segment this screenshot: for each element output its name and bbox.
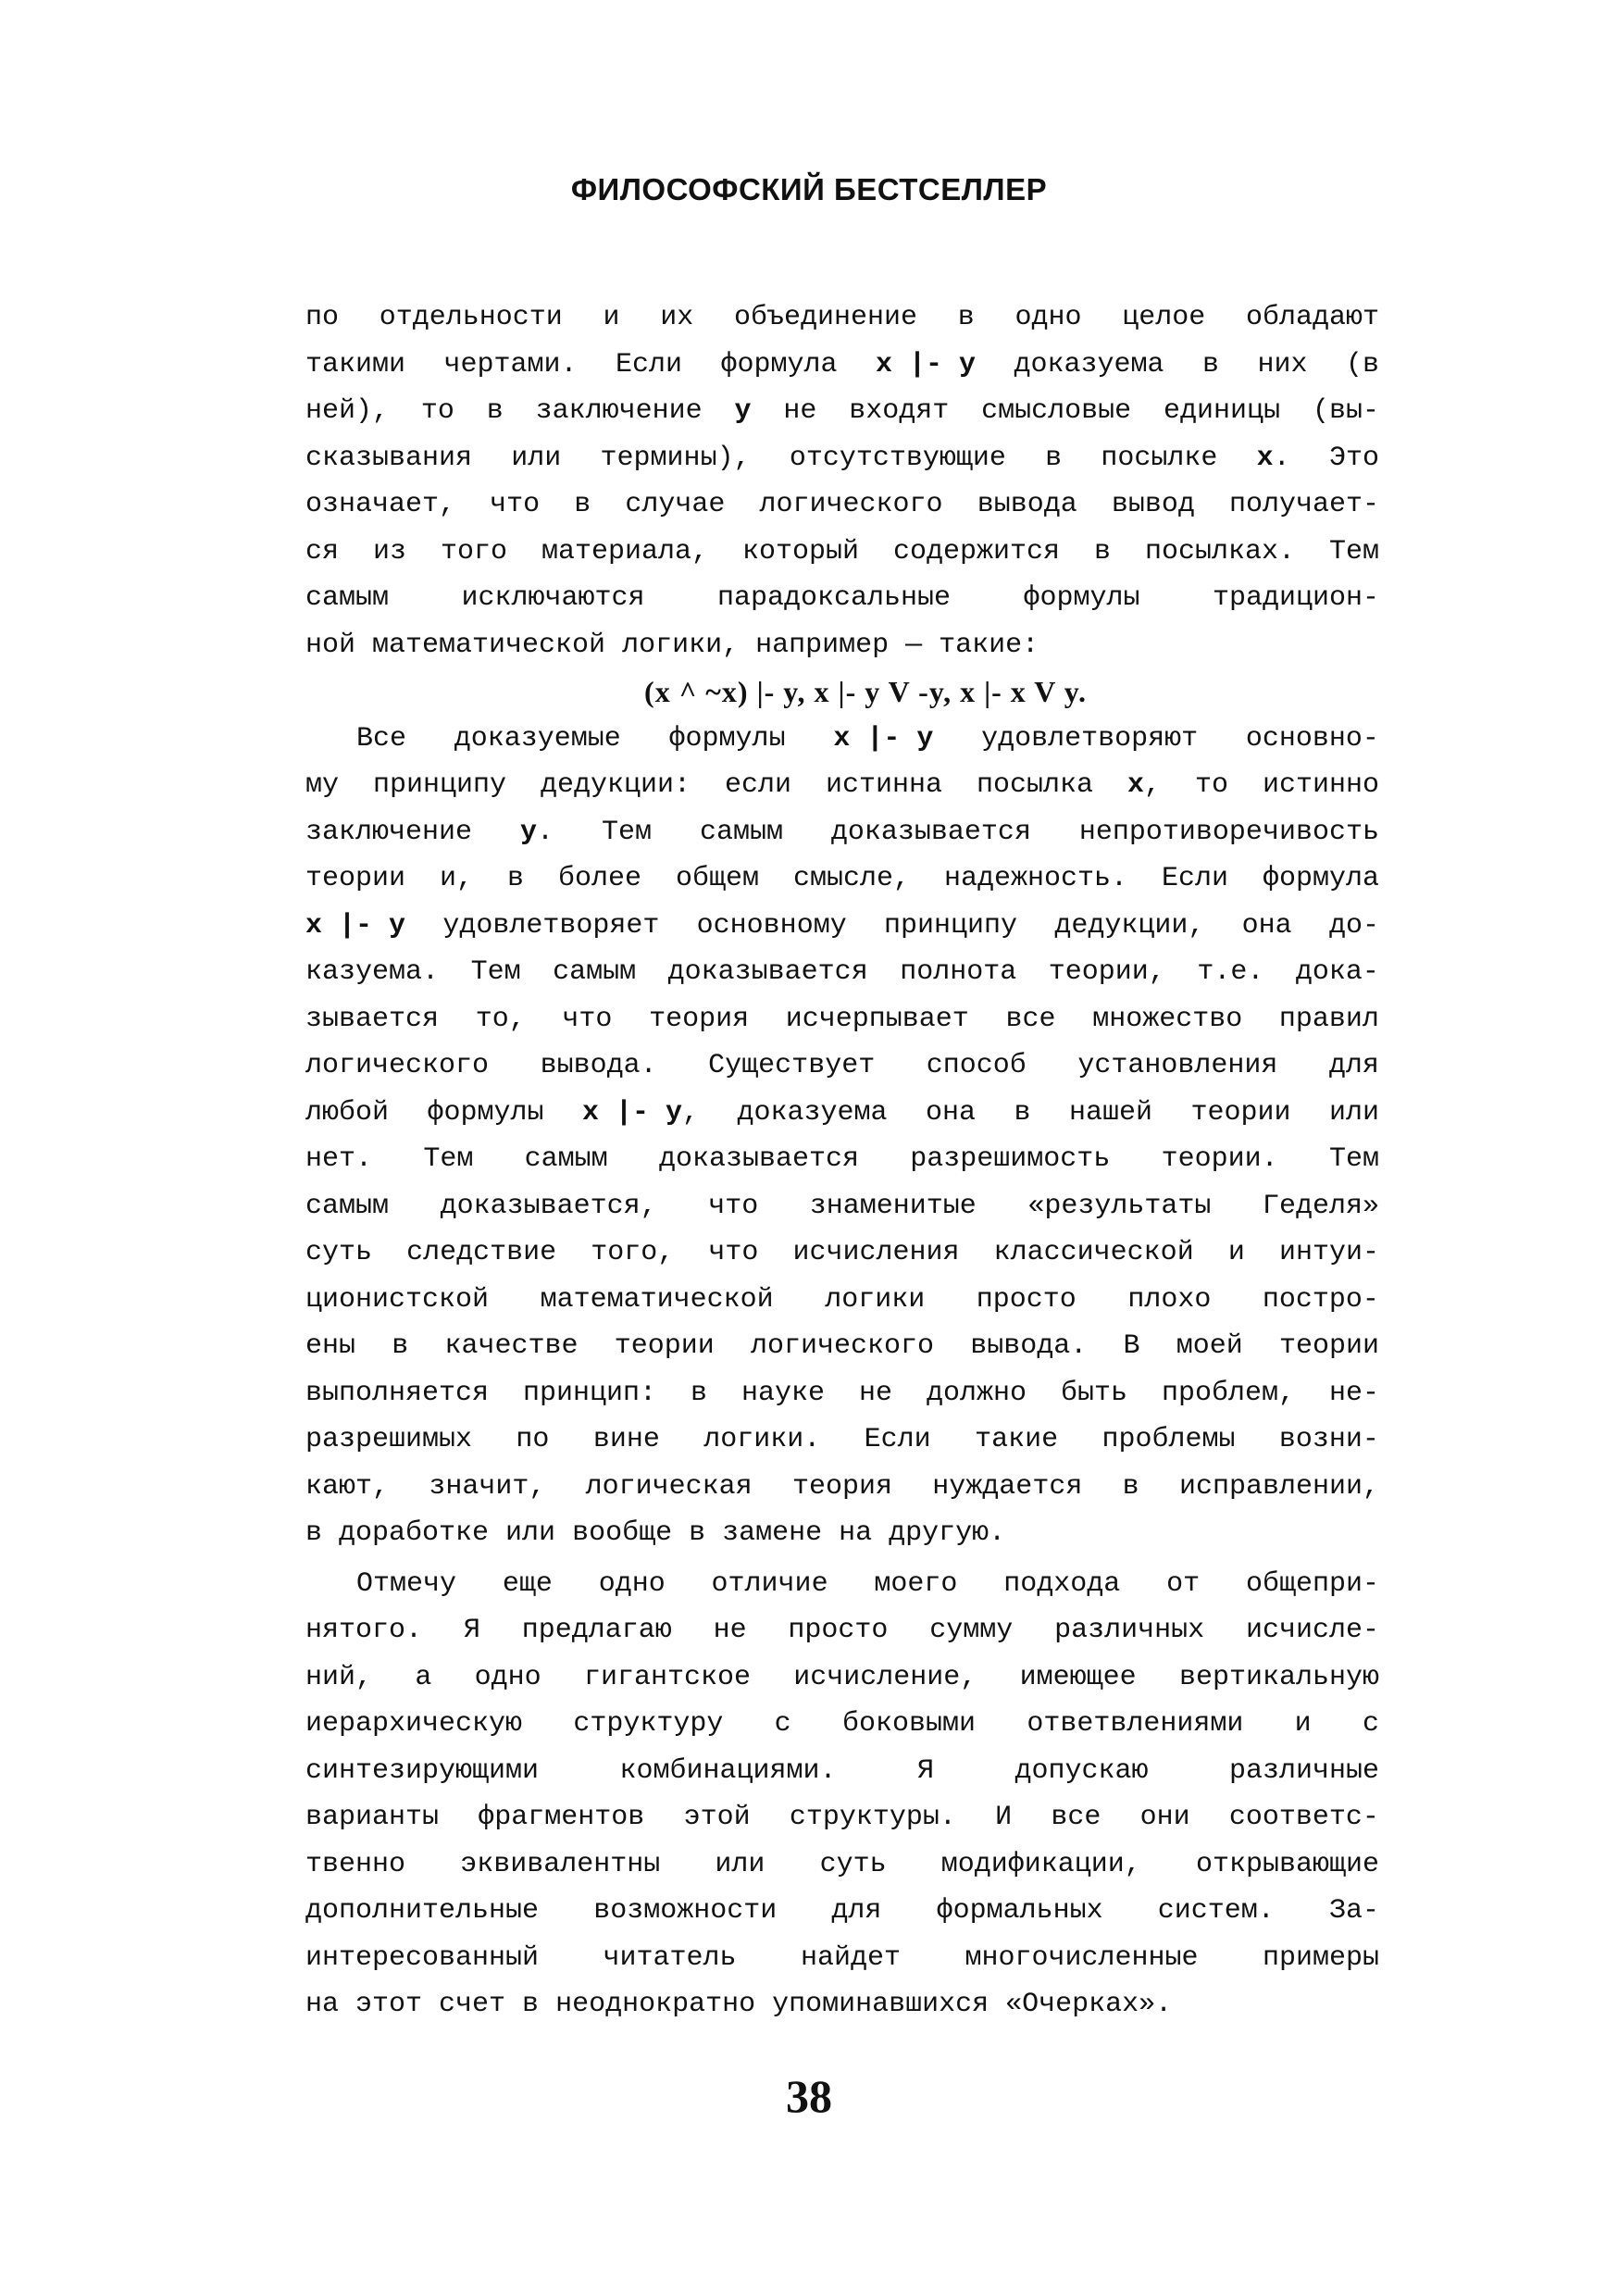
body-text: [305, 294, 1379, 2028]
formula-line: (x ^ ~x) |- y, x |- y V -y, x |- x V y.: [644, 675, 1087, 708]
text-line: Отмечу еще одно отличие моего подхода от общепри-: [356, 1567, 1379, 1600]
text-line: нет. Тем самым доказывается разрешимость теории. Тем: [305, 1143, 1379, 1175]
text-line: кают, значит, логическая теория нуждается в исправлении,: [305, 1470, 1379, 1503]
text-line: интересованный читатель найдет многочисленные примеры: [305, 1941, 1379, 1974]
text-line: зывается то, что теория исчерпывает все множество правил: [305, 1003, 1379, 1035]
text-line: ционистской математической логики просто плохо постро-: [305, 1283, 1379, 1316]
text-line: теории и, в более общем смысле, надежность. Если формула: [305, 863, 1379, 894]
paragraph-1: [305, 294, 1379, 668]
text-line: такими чертами. Если формула x |- y доказуема в них (в: [305, 348, 1379, 381]
text-line: ся из того материала, который содержится в посылках. Тем: [305, 535, 1379, 568]
text-line: логического вывода. Существует способ установления для: [305, 1050, 1379, 1081]
text-line: нятого. Я предлагаю не просто сумму различных исчисле-: [305, 1615, 1379, 1646]
text-line: в доработке или вообще в замене на другую.: [305, 1517, 1006, 1549]
text-line: ней), то в заключение y не входят смысловые единицы (вы-: [305, 395, 1379, 427]
text-line: суть следствие того, что исчисления классической и интуи-: [305, 1237, 1379, 1268]
text-line: иерархическую структуру с боковыми ответвлениями и с: [305, 1708, 1379, 1740]
text-line: синтезирующими комбинациями. Я допускаю различные: [305, 1754, 1379, 1787]
text-line: на этот счет в неоднократно упоминавшихся «Очерках».: [305, 1989, 1173, 2020]
text-line: варианты фрагментов этой структуры. И все они соответс-: [305, 1802, 1379, 1833]
text-line: любой формулы x |- y, доказуема она в нашей теории или: [305, 1096, 1379, 1129]
text-line: самым доказывается, что знаменитые «результаты Геделя»: [305, 1190, 1379, 1222]
text-line: ной математической логики, например — такие:: [305, 629, 1039, 661]
text-line: твенно эквивалентны или суть модификации, открывающие: [305, 1848, 1379, 1880]
running-title: ФИЛОСОФСКИЙ БЕСТСЕЛЛЕР: [570, 172, 1048, 206]
text-line: Все доказуемые формулы x |- y удовлетворяют основно-: [356, 722, 1379, 755]
text-line: ены в качестве теории логического вывода. В моей теории: [305, 1330, 1379, 1362]
text-line: разрешимых по вине логики. Если такие проблемы возни-: [305, 1424, 1379, 1455]
page-number: 38: [786, 2070, 832, 2122]
text-line: x |- y удовлетворяет основному принципу дедукции, она до-: [305, 909, 1379, 942]
text-line: ний, а одно гигантское исчисление, имеющее вертикальную: [305, 1661, 1379, 1693]
text-line: по отдельности и их объединение в одно целое обладают: [305, 302, 1379, 333]
text-line: самым исключаются парадоксальные формулы традицион-: [305, 582, 1379, 614]
text-line: казуема. Тем самым доказывается полнота теории, т.е. дока-: [305, 956, 1379, 988]
text-line: дополнительные возможности для формальных систем. За-: [305, 1895, 1379, 1927]
paragraph-2: [305, 716, 1379, 1557]
text-line: заключение y. Тем самым доказывается непротиворечивость: [305, 816, 1379, 848]
text-line: означает, что в случае логического вывода вывод получает-: [305, 489, 1379, 520]
text-line: сказывания или термины), отсутствующие в посылке x. Это: [305, 442, 1379, 474]
text-line: выполняется принцип: в науке не должно быть проблем, не-: [305, 1377, 1379, 1409]
text-line: му принципу дедукции: если истинна посылка x, то истинно: [305, 769, 1379, 801]
paragraph-3: [305, 1561, 1379, 2028]
